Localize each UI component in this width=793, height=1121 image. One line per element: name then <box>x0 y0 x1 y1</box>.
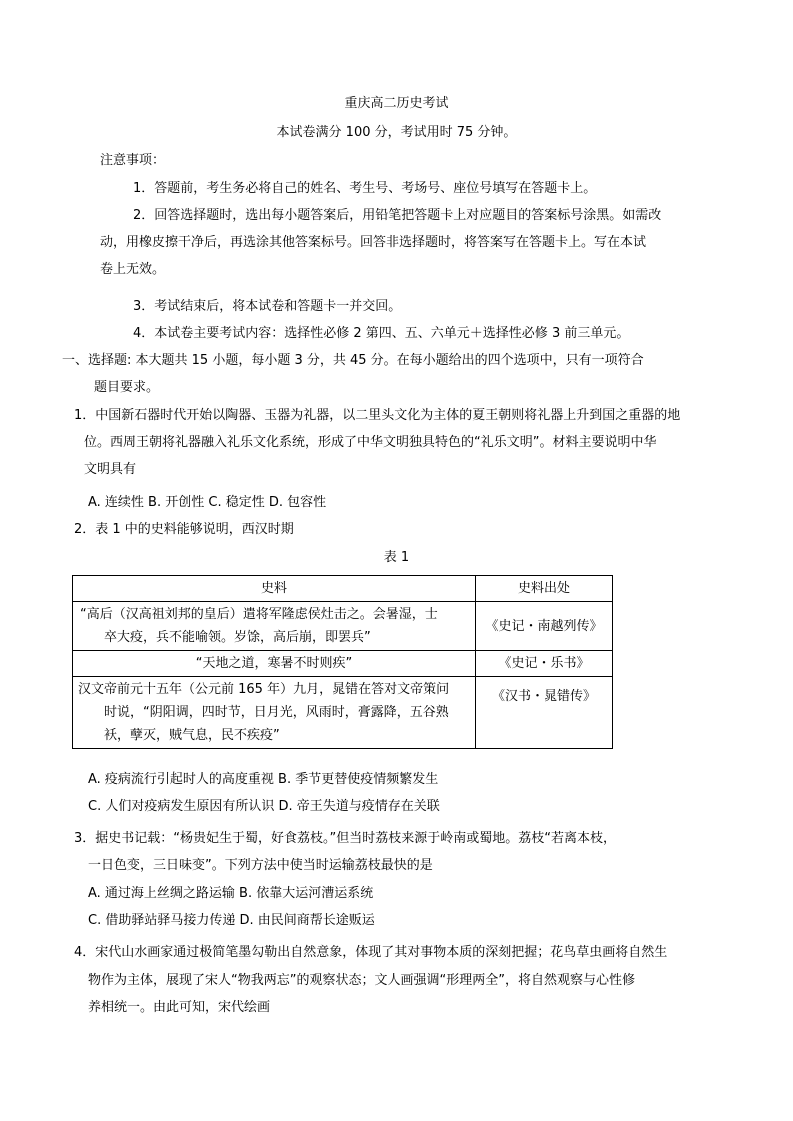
exam-subtitle: 本试卷满分 100 分，考试用时 75 分钟。 <box>276 125 517 140</box>
q3-options-cd: C. 借助驿站驿马接力传递 D. 由民间商帮长途贩运 <box>88 913 375 928</box>
section-heading-line-2: 题目要求。 <box>94 380 160 395</box>
source-table <box>72 575 613 749</box>
q4-stem-line-1: 4．宋代山水画家通过极简笔墨勾勒出自然意象，体现了其对事物本质的深刻把握；花鸟草虫画将自然生 <box>74 945 668 960</box>
note-1: 1．答题前，考生务必将自己的姓名、考生号、考场号、座位号填写在答题卡上。 <box>133 181 597 196</box>
q2-stem: 2．表 1 中的史料能够说明，西汉时期 <box>74 522 294 537</box>
exam-title: 重庆高二历史考试 <box>344 96 449 111</box>
table-cell-text: “天地之道，寒暑不时则疾” <box>73 651 476 677</box>
q4-stem-line-2: 物作为主体，展现了宋人“物我两忘”的观察状态；文人画强调“形理两全”，将自然观察与心性修 <box>88 973 635 988</box>
q2-options-ab: A. 疫病流行引起时人的高度重视 B. 季节更替使疫情频繁发生 <box>88 772 439 787</box>
table-cell-text: 袄，孽灭，贼气息，民不疾疫” <box>104 728 280 743</box>
table-header-source: 史料 <box>73 576 476 602</box>
table-cell-text: “高后（汉高祖刘邦的皇后）遣将军隆虑侯灶击之。会暑湿，士 <box>80 607 438 622</box>
q3-stem-line-1: 3．据史书记载：“杨贵妃生于蜀，好食荔枝。”但当时荔枝来源于岭南或蜀地。荔枝“若离本枝， <box>74 831 616 846</box>
table-row <box>73 602 613 651</box>
note-2-line-2: 动，用橡皮擦干净后，再选涂其他答案标号。回答非选择题时，将答案写在答题卡上。写在本试 <box>100 235 647 250</box>
q1-stem-line-3: 文明具有 <box>84 462 137 477</box>
q1-stem-line-2: 位。西周王朝将礼器融入礼乐文化系统，形成了中华文明独具特色的“礼乐文明”。材料主要说明中华 <box>84 435 657 450</box>
table-header-row <box>73 576 613 602</box>
q2-options-cd: C. 人们对疫病发生原因有所认识 D. 帝王失道与疫情存在关联 <box>88 799 440 814</box>
q4-stem-line-3: 养相统一。由此可知，宋代绘画 <box>88 1000 271 1015</box>
table-cell-text: 时说，“阴阳调，四时节，日月光，风雨时，膏露降，五谷熟 <box>104 705 449 720</box>
q1-options: A. 连续性 B. 开创性 C. 稳定性 D. 包容性 <box>88 495 327 510</box>
note-2-line-1: 2．回答选择题时，选出每小题答案后，用铅笔把答题卡上对应题目的答案标号涂黑。如需改 <box>133 208 662 223</box>
note-2-line-3: 卷上无效。 <box>100 262 166 277</box>
note-3: 3．考试结束后，将本试卷和答题卡一并交回。 <box>133 299 402 314</box>
section-heading-line-1: 一、选择题: 本大题共 15 小题，每小题 3 分，共 45 分。在每小题给出的四个选项中，只有一项符合 <box>62 353 644 368</box>
table-cell-origin: 《史记・南越列传》 <box>476 602 613 651</box>
q3-options-ab: A. 通过海上丝绸之路运输 B. 依靠大运河漕运系统 <box>88 886 374 901</box>
q3-stem-line-2: 一日色变，三日味变”。下列方法中使当时运输荔枝最快的是 <box>88 858 433 873</box>
table-cell-text: 卒大疫，兵不能喻领。岁馀，高后崩，即罢兵” <box>104 630 371 645</box>
table-cell-text: 汉文帝前元十五年（公元前 165 年）九月，晁错在答对文帝策问 <box>78 682 450 697</box>
table-cell-origin: 《史记・乐书》 <box>476 651 613 677</box>
table-row <box>73 651 613 677</box>
table-caption: 表 1 <box>383 550 410 565</box>
q1-stem-line-1: 1．中国新石器时代开始以陶器、玉器为礼器，以二里头文化为主体的夏王朝则将礼器上升到国之重器的地 <box>74 408 681 423</box>
table-row <box>73 677 613 749</box>
note-4: 4．本试卷主要考试内容：选择性必修 2 第四、五、六单元＋选择性必修 3 前三单元。 <box>133 326 630 341</box>
table-cell-origin: 《汉书・晁错传》 <box>476 677 613 749</box>
notes-heading: 注意事项： <box>100 153 166 168</box>
table-header-origin: 史料出处 <box>476 576 613 602</box>
